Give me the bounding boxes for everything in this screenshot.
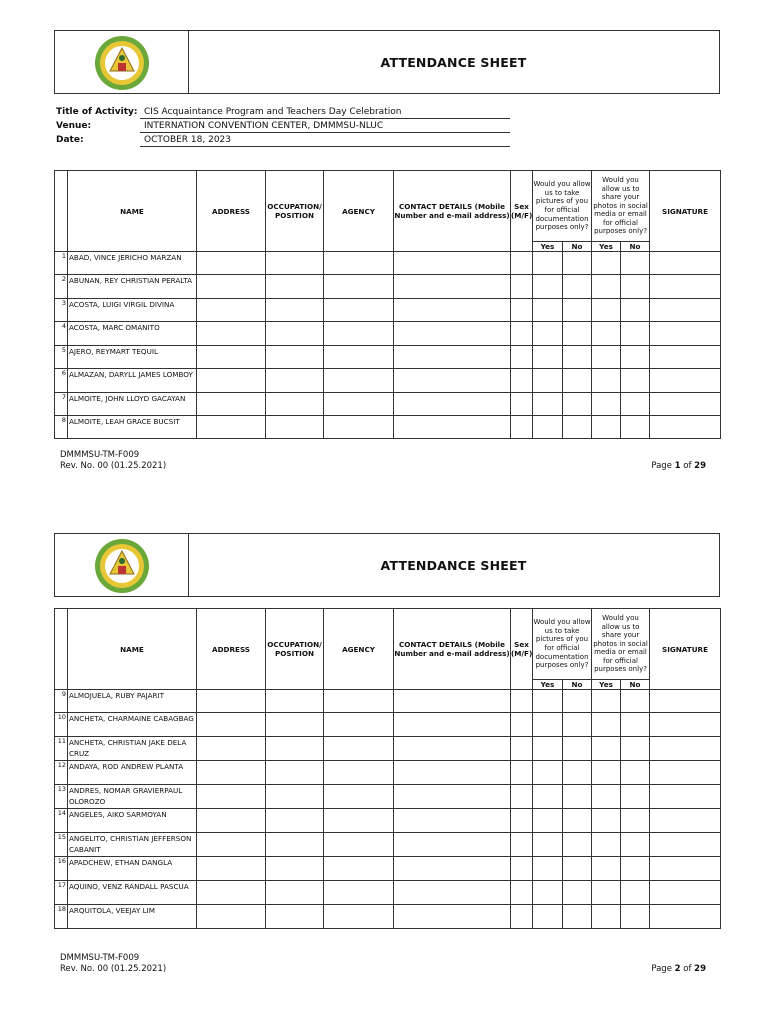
contact-cell[interactable] [394, 857, 511, 881]
address-cell[interactable] [197, 713, 266, 737]
sex-cell[interactable] [511, 713, 533, 737]
row-number: 10 [55, 713, 68, 737]
page-footer [60, 953, 166, 975]
occupation-cell[interactable] [266, 737, 324, 761]
contact-cell[interactable] [394, 737, 511, 761]
agency-cell[interactable] [324, 857, 394, 881]
pictures-no-cell[interactable] [563, 881, 592, 905]
share-no-cell[interactable] [621, 785, 650, 809]
contact-cell[interactable] [394, 690, 511, 713]
pictures-consent-header: Would you allow us to take pictures of you for official documentation purposes only? [533, 609, 592, 680]
form-code: DMMMSU-TM-F009 [60, 953, 140, 963]
attendee-name: APADCHEW, ETHAN DANGLA [68, 857, 197, 881]
attendee-name: ABAD, VINCE JERICHO MARZAN [68, 252, 197, 275]
sex-cell[interactable] [511, 809, 533, 833]
share-no-cell[interactable] [621, 857, 650, 881]
table-row [55, 785, 721, 809]
pictures-no-header: No [563, 680, 592, 690]
attendee-name: ACOSTA, LUIGI VIRGIL DIVINA [68, 299, 197, 322]
share-yes-cell[interactable] [592, 905, 621, 929]
signature-cell[interactable] [650, 833, 721, 857]
revision-number: Rev. No. 00 (01.25.2021) [60, 964, 167, 974]
table-row [55, 905, 721, 929]
form-code: DMMMSU-TM-F009 [60, 450, 140, 460]
agency-cell[interactable] [324, 761, 394, 785]
row-number: 16 [55, 857, 68, 881]
pictures-no-cell[interactable] [563, 690, 592, 713]
sex-cell[interactable] [511, 761, 533, 785]
attendee-name: ANDRES, NOMAR GRAVIERPAUL OLOROZO [68, 785, 197, 809]
row-number: 12 [55, 761, 68, 785]
pictures-no-cell[interactable] [563, 833, 592, 857]
pictures-consent-header: Would you allow us to take pictures of you for official documentation purposes only? [533, 171, 592, 242]
share-no-cell[interactable] [621, 833, 650, 857]
row-number: 4 [55, 322, 68, 346]
agency-cell[interactable] [324, 737, 394, 761]
pictures-yes-cell[interactable] [533, 857, 563, 881]
pictures-yes-header: Yes [533, 242, 563, 252]
occupation-cell[interactable] [266, 881, 324, 905]
signature-cell[interactable] [650, 690, 721, 713]
name-header: NAME [68, 171, 197, 252]
contact-cell[interactable] [394, 809, 511, 833]
share-no-cell[interactable] [621, 881, 650, 905]
agency-cell[interactable] [324, 881, 394, 905]
row-number: 18 [55, 905, 68, 929]
table-row [55, 737, 721, 761]
share-yes-cell[interactable] [592, 737, 621, 761]
row-number: 7 [55, 393, 68, 416]
row-number: 9 [55, 690, 68, 713]
share-no-cell[interactable] [621, 761, 650, 785]
address-cell[interactable] [197, 809, 266, 833]
attendee-name: ANGELITO, CHRISTIAN JEFFERSON CABANIT [68, 833, 197, 857]
attendance-table [54, 608, 721, 929]
pictures-no-cell[interactable] [563, 809, 592, 833]
row-number: 15 [55, 833, 68, 857]
address-cell[interactable] [197, 905, 266, 929]
document-title: ATTENDANCE SHEET [380, 54, 527, 70]
sex-header: Sex (M/F) [511, 609, 533, 690]
occupation-cell[interactable] [266, 690, 324, 713]
pictures-yes-cell[interactable] [533, 809, 563, 833]
row-number: 8 [55, 416, 68, 439]
sex-cell[interactable] [511, 785, 533, 809]
contact-header: CONTACT DETAILS (Mobile Number and e-mail address) [394, 171, 511, 252]
date-label: Date: [56, 135, 84, 145]
agency-cell[interactable] [324, 690, 394, 713]
attendee-name: ANGELES, AIKO SARMOYAN [68, 809, 197, 833]
activity-title-value: CIS Acquaintance Program and Teachers Day Celebration [140, 107, 510, 119]
address-cell[interactable] [197, 785, 266, 809]
agency-cell[interactable] [324, 833, 394, 857]
signature-cell[interactable] [650, 881, 721, 905]
share-no-cell[interactable] [621, 809, 650, 833]
share-no-header: No [621, 242, 650, 252]
occupation-header: OCCUPATION/ POSITION [266, 171, 324, 252]
contact-cell[interactable] [394, 785, 511, 809]
pictures-yes-cell[interactable] [533, 713, 563, 737]
pictures-no-header: No [563, 242, 592, 252]
university-seal-logo [94, 538, 150, 594]
sex-cell[interactable] [511, 833, 533, 857]
attendee-name: ANCHETA, CHARMAINE CABAGBAG [68, 713, 197, 737]
activity-title-label: Title of Activity: [56, 107, 138, 117]
contact-header: CONTACT DETAILS (Mobile Number and e-mail address) [394, 609, 511, 690]
share-no-cell[interactable] [621, 690, 650, 713]
row-number: 13 [55, 785, 68, 809]
address-cell[interactable] [197, 833, 266, 857]
pictures-yes-header: Yes [533, 680, 563, 690]
sex-cell[interactable] [511, 690, 533, 713]
agency-cell[interactable] [324, 785, 394, 809]
occupation-cell[interactable] [266, 833, 324, 857]
signature-cell[interactable] [650, 809, 721, 833]
share-consent-header: Would you allow us to share your photos in social media or email for official purposes only? [592, 171, 650, 242]
venue-value: INTERNATION CONVENTION CENTER, DMMMSU-NLUC [140, 121, 510, 133]
pictures-yes-cell[interactable] [533, 761, 563, 785]
sex-header: Sex (M/F) [511, 171, 533, 252]
agency-cell[interactable] [324, 809, 394, 833]
signature-cell[interactable] [650, 785, 721, 809]
share-yes-header: Yes [592, 242, 621, 252]
signature-header: SIGNATURE [650, 171, 721, 252]
table-row [55, 857, 721, 881]
signature-header: SIGNATURE [650, 609, 721, 690]
signature-cell[interactable] [650, 713, 721, 737]
document-title: ATTENDANCE SHEET [380, 557, 527, 573]
attendee-name: ACOSTA, MARC OMANITO [68, 322, 197, 346]
pictures-no-cell[interactable] [563, 785, 592, 809]
occupation-cell[interactable] [266, 761, 324, 785]
address-header: ADDRESS [197, 609, 266, 690]
contact-cell[interactable] [394, 881, 511, 905]
row-number: 11 [55, 737, 68, 761]
share-no-cell[interactable] [621, 905, 650, 929]
attendee-name: ALMOITE, JOHN LLOYD GACAYAN [68, 393, 197, 416]
contact-cell[interactable] [394, 713, 511, 737]
occupation-cell[interactable] [266, 905, 324, 929]
share-yes-cell[interactable] [592, 809, 621, 833]
table-row [55, 833, 721, 857]
pictures-yes-cell[interactable] [533, 833, 563, 857]
contact-cell[interactable] [394, 833, 511, 857]
row-number: 5 [55, 346, 68, 369]
address-header: ADDRESS [197, 171, 266, 252]
pictures-no-cell[interactable] [563, 761, 592, 785]
pictures-no-cell[interactable] [563, 857, 592, 881]
pictures-yes-cell[interactable] [533, 737, 563, 761]
table-row [55, 761, 721, 785]
row-number: 14 [55, 809, 68, 833]
page-number: Page 2 of 29 [651, 964, 706, 974]
occupation-header: OCCUPATION/ POSITION [266, 609, 324, 690]
share-yes-header: Yes [592, 680, 621, 690]
table-row [55, 881, 721, 905]
address-cell[interactable] [197, 881, 266, 905]
contact-cell[interactable] [394, 905, 511, 929]
table-row [55, 690, 721, 713]
share-no-header: No [621, 680, 650, 690]
attendee-name: ABUNAN, REY CHRISTIAN PERALTA [68, 275, 197, 299]
share-yes-cell[interactable] [592, 690, 621, 713]
address-cell[interactable] [197, 857, 266, 881]
attendee-name: ALMOJUELA, RUBY PAJARIT [68, 690, 197, 713]
share-no-cell[interactable] [621, 737, 650, 761]
pictures-yes-cell[interactable] [533, 690, 563, 713]
share-yes-cell[interactable] [592, 785, 621, 809]
row-number: 2 [55, 275, 68, 299]
signature-cell[interactable] [650, 737, 721, 761]
name-header: NAME [68, 609, 197, 690]
agency-header: AGENCY [324, 171, 394, 252]
row-number: 17 [55, 881, 68, 905]
venue-label: Venue: [56, 121, 92, 131]
agency-cell[interactable] [324, 905, 394, 929]
sex-cell[interactable] [511, 737, 533, 761]
signature-cell[interactable] [650, 761, 721, 785]
row-number: 3 [55, 299, 68, 322]
share-yes-cell[interactable] [592, 881, 621, 905]
occupation-cell[interactable] [266, 785, 324, 809]
share-consent-header: Would you allow us to share your photos in social media or email for official purposes only? [592, 609, 650, 680]
agency-header: AGENCY [324, 609, 394, 690]
attendee-name: ALMAZAN, DARYLL JAMES LOMBOY [68, 369, 197, 393]
pictures-yes-cell[interactable] [533, 785, 563, 809]
occupation-cell[interactable] [266, 857, 324, 881]
address-cell[interactable] [197, 690, 266, 713]
table-row [55, 809, 721, 833]
sex-cell[interactable] [511, 881, 533, 905]
pictures-yes-cell[interactable] [533, 881, 563, 905]
signature-cell[interactable] [650, 857, 721, 881]
sex-cell[interactable] [511, 857, 533, 881]
page-header [54, 533, 720, 597]
pictures-no-cell[interactable] [563, 713, 592, 737]
share-yes-cell[interactable] [592, 761, 621, 785]
share-yes-cell[interactable] [592, 833, 621, 857]
address-cell[interactable] [197, 737, 266, 761]
occupation-cell[interactable] [266, 713, 324, 737]
occupation-cell[interactable] [266, 809, 324, 833]
share-no-cell[interactable] [621, 713, 650, 737]
pictures-no-cell[interactable] [563, 737, 592, 761]
attendee-name: ARQUITOLA, VEEJAY LIM [68, 905, 197, 929]
contact-cell[interactable] [394, 761, 511, 785]
attendee-name: AJERO, REYMART TEQUIL [68, 346, 197, 369]
pictures-no-cell[interactable] [563, 905, 592, 929]
agency-cell[interactable] [324, 713, 394, 737]
logo-cell [55, 534, 189, 596]
signature-cell[interactable] [650, 905, 721, 929]
revision-number: Rev. No. 00 (01.25.2021) [60, 461, 167, 471]
attendee-name: ANDAYA, ROD ANDREW PLANTA [68, 761, 197, 785]
attendee-name: AQUINO, VENZ RANDALL PASCUA [68, 881, 197, 905]
share-yes-cell[interactable] [592, 857, 621, 881]
pictures-yes-cell[interactable] [533, 905, 563, 929]
number-header [55, 609, 68, 690]
attendee-name: ANCHETA, CHRISTIAN JAKE DELA CRUZ [68, 737, 197, 761]
page-number: Page 1 of 29 [651, 461, 706, 471]
attendance-rows [55, 690, 721, 929]
address-cell[interactable] [197, 761, 266, 785]
share-yes-cell[interactable] [592, 713, 621, 737]
sex-cell[interactable] [511, 905, 533, 929]
row-number: 1 [55, 252, 68, 275]
row-number: 6 [55, 369, 68, 393]
table-row [55, 713, 721, 737]
date-value: OCTOBER 18, 2023 [140, 135, 510, 147]
attendee-name: ALMOITE, LEAH GRACE BUCSIT [68, 416, 197, 439]
